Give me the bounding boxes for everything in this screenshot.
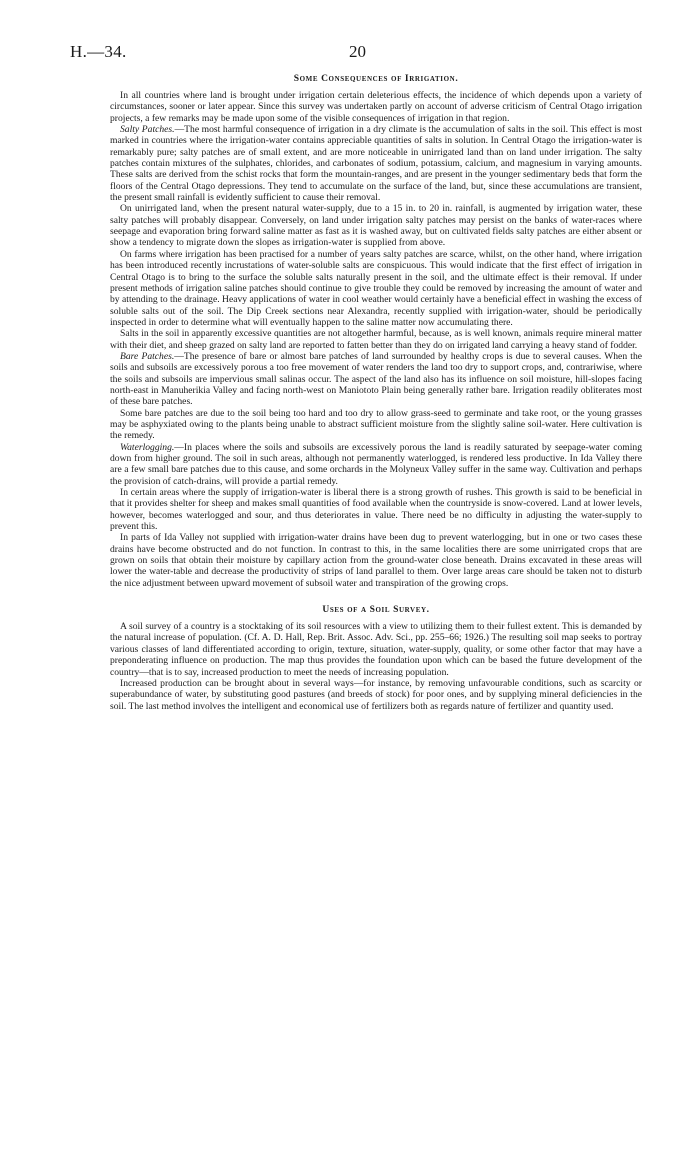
paragraph-text: On unirrigated land, when the present natural water-supply, due to a 15 in. to 20 in. rainfall, is augmented by irrigation water, these salty patches will probably disappear. Conversely, on land under irrigation salty patches may persist on the banks of water-races where seepage and evaporation bring forward saline matter as fast as it is washed away, but on cultivated fields salty patches are either absent or show a tendency to migrate down the slopes as irrigation-water is supplied from above. bbox=[110, 203, 642, 249]
paragraph-text: A soil survey of a country is a stocktaking of its soil resources with a view to utilizing them to their fullest extent. This is demanded by the natural increase of population. (Cf. A. D. Hall, Rep. Brit. Assoc. Adv. Sci., pp. 255–66; 1926.) The resulting soil map seeks to portray various classes of land differentiated according to origin, texture, situation, water-supply, quality, or some other factor that may have a preponderating influence on production. The map thus provides the foundation upon which can be based the future development of the country—that is to say, increased production to meet the needs of increasing population. bbox=[110, 621, 642, 678]
paragraph-text: —In places where the soils and subsoils are excessively porous the land is readily saturated by seepage-water coming down from higher ground. The soil in such areas, although not permanently waterlogged, is rendered less productive. In Ida Valley there are a few small bare patches due to this cause, and some orchards in the Molyneux Valley suffer in the same way. Cultivation and perhaps the provision of catch-drains, will provide a partial remedy. bbox=[110, 441, 642, 487]
paragraph-text: Salts in the soil in apparently excessive quantities are not altogether harmful, because, as is well known, animals require mineral matter with their diet, and sheep grazed on salty land are reported to fatten better than they do on irrigated land carrying a heavy stand of fodder. bbox=[110, 328, 642, 351]
paragraph bbox=[110, 249, 642, 328]
section-heading-soil-survey: Uses of a Soil Survey. bbox=[322, 605, 430, 616]
paragraph-text: In all countries where land is brought under irrigation certain deleterious effects, the incidence of which depends upon a variety of circumstances, sooner or later appear. Since this survey was undertaken partly on account of adverse criticism of Central Otago irrigation projects, a few remarks may be made upon some of the visible consequences of irrigation in that region. bbox=[110, 90, 642, 124]
paragraph-text: —The presence of bare or almost bare patches of land surrounded by healthy crops is due to several causes. When the soils and subsoils are excessively porous a too free movement of water renders the land too dry to support crops, and, contrariwise, where the soils and subsoils are impervious small salinas occur. The aspect of the land also has its influence on soil moisture, hill-slopes facing north-east in Manuherikia Valley and facing north-west on Maniototo Plain being generally rather bare. Irrigation readily obliterates most of these bare patches. bbox=[110, 350, 642, 408]
paragraph-lead-in: Waterlogging. bbox=[120, 441, 175, 453]
paragraph bbox=[110, 124, 642, 203]
doc-reference: H.—34. bbox=[70, 42, 127, 61]
section-heading-consequences: Some Consequences of Irrigation. bbox=[293, 74, 459, 84]
paragraph-text: On farms where irrigation has been practised for a number of years salty patches are scarce, whilst, on the other hand, where irrigation has been introduced recently incrustations of water-soluble salts are conspicuous. This would indicate that the first effect of irrigation in Central Otago is to bring to the surface the soluble salts naturally present in the soil, and the ultimate effect is their removal. If under present methods of irrigation saline patches should continue to give trouble they could be removed by increasing the amount of water and by attending to the drainage. Heavy applications of water in cool weather would certainly have a beneficial effect in washing the excess of soluble salts out of the soil. The Dip Creek sections near Alexandra, recently supplied with irrigation-water, should be periodically inspected in order to determine what will eventually happen to the saline matter now accumulating there. bbox=[110, 248, 642, 328]
paragraph-text: Increased production can be brought about in several ways—for instance, by removing unfavourable conditions, such as scarcity or superabundance of water, by substituting good pastures (and breeds of stock) for poor ones, and by supplying mineral deficiencies in the soil. The last method involves the intelligent and economical use of fertilizers both as regards nature of fertilizer and quantity used. bbox=[110, 677, 642, 712]
page-number: 20 bbox=[349, 42, 366, 61]
paragraph bbox=[110, 442, 642, 487]
paragraph-text: Some bare patches are due to the soil being too hard and too dry to allow grass-seed to germinate and take root, or the young grasses may be asphyxiated owing to the plants being unable to abstract sufficient moisture from the slightly saline soil-water. Here cultivation is the remedy. bbox=[110, 407, 642, 442]
paragraph bbox=[110, 621, 642, 678]
paragraph-lead-in: Salty Patches. bbox=[120, 124, 175, 136]
paragraph bbox=[110, 351, 642, 408]
paragraph bbox=[110, 408, 642, 442]
paragraph-text: In certain areas where the supply of irrigation-water is liberal there is a strong growth of rushes. This growth is said to be beneficial in that it provides shelter for sheep and makes small quantities of food available when the countryside is snow-covered. Land at lower levels, however, becomes waterlogged and sour, and thus deteriorates in value. There need be no difficulty in adjusting the water-supply to prevent this. bbox=[110, 487, 642, 533]
paragraph bbox=[110, 678, 642, 712]
paragraph bbox=[110, 203, 642, 248]
paragraph-text: In parts of Ida Valley not supplied with irrigation-water drains have been dug to prevent waterlogging, but in one or two cases these drains have become obstructed and do not function. In contrast to this, in the same localities there are some unirrigated crops that are grown on soils that obtain their moisture by capillary action from the ground-water close beneath. Drains excavated in these areas will lower the water-table and decrease the productivity of strips of land parallel to them. Over large areas care should be taken not to disturb the nice adjustment between upward movement of subsoil water and transpiration of the growing crops. bbox=[110, 532, 642, 589]
paragraph bbox=[110, 90, 642, 124]
page-body bbox=[110, 38, 642, 712]
paragraph bbox=[110, 328, 642, 351]
paragraph-lead-in: Bare Patches. bbox=[120, 350, 175, 362]
paragraph-text: —The most harmful consequence of irrigation in a dry climate is the accumulation of salts in the soil. This effect is most marked in countries where the irrigation-water contains appreciable quantities of salts in solution. In Central Otago the irrigation-water is remarkably pure; salty patches are of small extent, and are more noticeable in unirrigated land than on land under irrigation. The salty patches contain mixtures of the sulphates, chlorides, and carbonates of sodium, potassium, calcium, and magnesium in varying amounts. These salts are derived from the schist rocks that form the mountain-ranges, and are present in the younger sedimentary beds that form the floors of the Central Otago depressions. They tend to accumulate on the surface of the land, but, since these accumulations are transient, the present small rainfall is evidently sufficient to cause their removal. bbox=[110, 124, 642, 204]
paragraph bbox=[110, 532, 642, 589]
paragraph bbox=[110, 487, 642, 532]
